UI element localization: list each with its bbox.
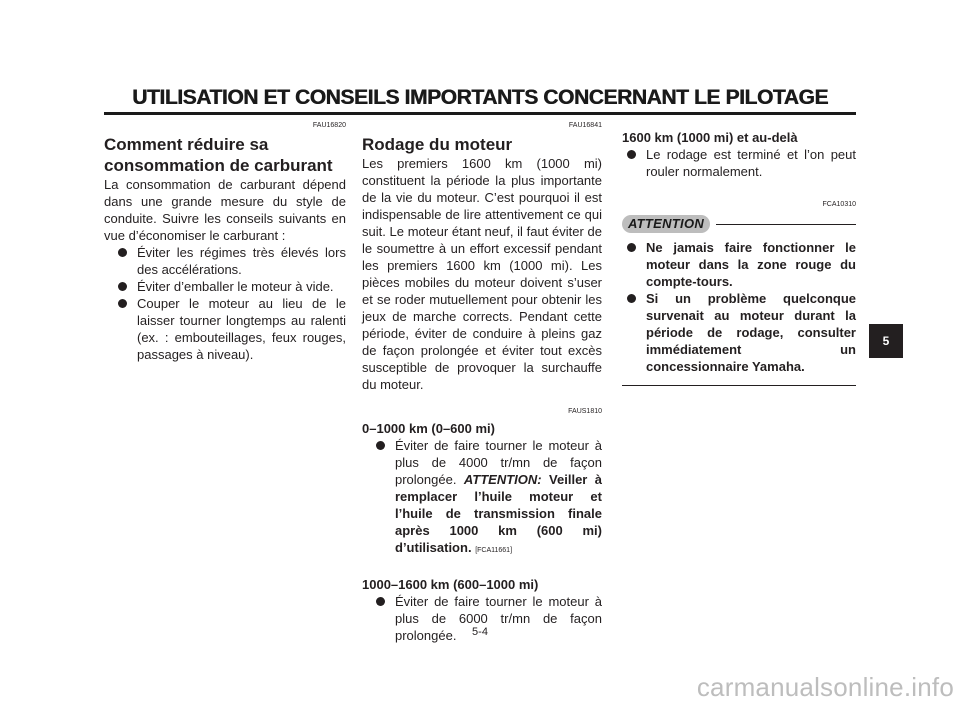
inline-code: [FCA11661] [475, 547, 513, 554]
section-title: Comment réduire sa consommation de carburant [104, 135, 333, 175]
intro-paragraph: La consommation de carburant dépend dans une grande mesure du style de conduite. Suivre les conseils suivants en vue d’économiser le carburant : [104, 177, 346, 243]
attention-bottom-rule [622, 385, 856, 386]
subsection-heading: 1000–1600 km (600–1000 mi) [362, 577, 539, 592]
chapter-tab: 5 [869, 324, 903, 358]
list-item: Le rodage est terminé et l’on peut rouler normalement. [622, 146, 856, 180]
header-rule [104, 112, 856, 115]
bullet-icon [627, 294, 636, 303]
bullet-icon [376, 597, 385, 606]
bullet-icon [376, 441, 385, 450]
bullet-icon [118, 248, 127, 257]
section-code: FAUS1810 [568, 408, 602, 415]
column-fuel-consumption [104, 121, 346, 363]
section-code: FAU16841 [568, 122, 602, 129]
bullet-icon [627, 243, 636, 252]
subsection-heading: 1600 km (1000 mi) et au-delà [622, 130, 798, 145]
attention-rule [716, 224, 856, 225]
bullet-icon [118, 299, 127, 308]
list-item: Si un problème quelconque survenait au moteur durant la période de rodage, consulter immédiatement un concessionnaire Yamaha. [622, 290, 856, 375]
bullet-icon [118, 282, 127, 291]
section-title: Rodage du moteur [362, 135, 513, 154]
bullet-icon [627, 150, 636, 159]
intro-paragraph: Les premiers 1600 km (1000 mi) constituent la période la plus importante de la vie du moteur. C’est pourquoi il est indispensable de lire attentivement ce qui suit. Le moteur étant neuf, il faut éviter de le soumettre à un effort excessif pendant les premiers 1600 km (1000 mi). Les pièces mobiles du moteur doivent s’user et se roder mutuellement pour obtenir les jeux de marche corrects. Pendant cette période, éviter de conduire à pleins gaz de façon prolongée et éviter tout excès susceptible de provoquer la surchauffe du moteur. [362, 156, 602, 392]
list-item: Couper le moteur au lieu de le laisser tourner longtemps au ralenti (ex. : embouteillages, feux rouges, passages à niveau). [104, 295, 346, 363]
list-item: Éviter d’emballer le moteur à vide. [104, 278, 346, 295]
list-item: Éviter les régimes très élevés lors des accélérations. [104, 244, 346, 278]
list-item: Ne jamais faire fonctionner le moteur dans la zone rouge du compte-tours. [622, 239, 856, 290]
page-header-title: UTILISATION ET CONSEILS IMPORTANTS CONCERNANT LE PILOTAGE [132, 86, 828, 109]
column-after-break-in [622, 129, 856, 386]
section-code: FCA10310 [822, 201, 856, 208]
attention-text: Veiller à remplacer l’huile moteur et l’huile de transmission finale après 1000 km (600 mi) d’utilisation. [395, 472, 602, 555]
page-number: 5-4 [472, 626, 488, 638]
column-engine-break-in [362, 121, 602, 644]
section-code: FAU16820 [312, 122, 346, 129]
list-item: Éviter de faire tourner le moteur à plus de 6000 tr/mn de façon prolongée. [362, 593, 602, 644]
attention-label: ATTENTION: [463, 472, 542, 487]
attention-banner [622, 215, 856, 235]
attention-badge: ATTENTION [622, 215, 710, 233]
subsection-heading: 0–1000 km (0–600 mi) [362, 421, 495, 436]
watermark: carmanualsonline.info [696, 672, 954, 702]
list-item: Éviter de faire tourner le moteur à plus de 4000 tr/mn de façon prolongée. ATTENTION: Veiller à remplacer l’huile moteur et l’huile de transmission finale après 1000 km (600 mi) d’utilisation. [FCA11661] [362, 437, 602, 559]
